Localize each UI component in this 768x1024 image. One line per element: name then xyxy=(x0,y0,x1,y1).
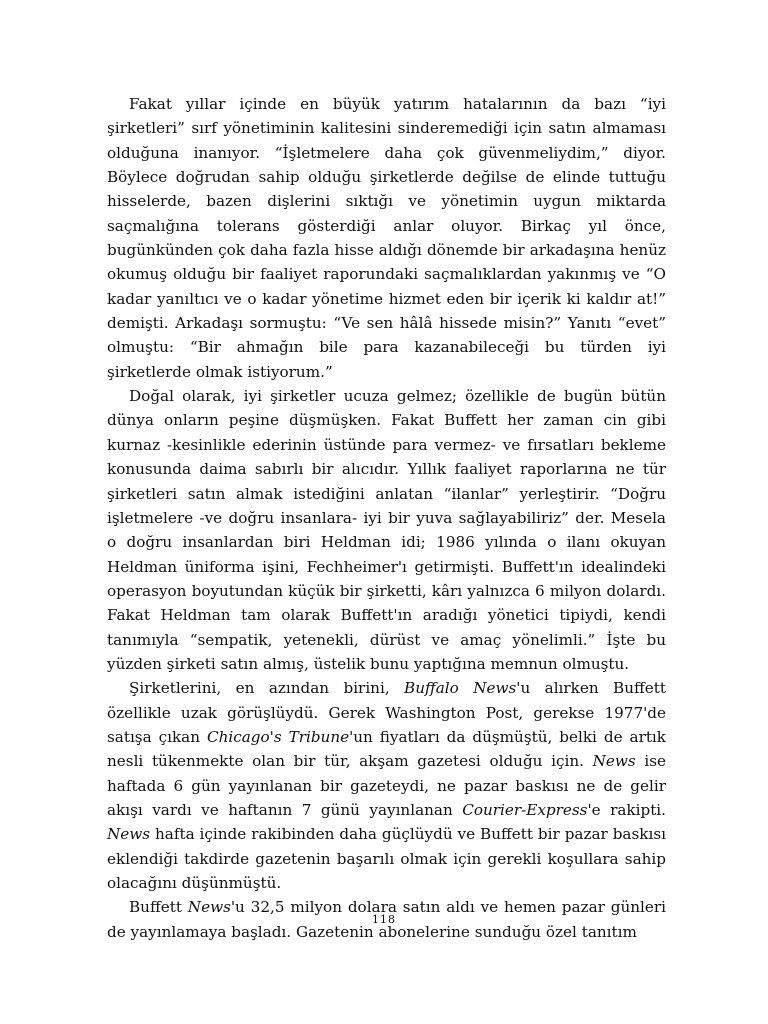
italic-title-news: News xyxy=(107,825,151,844)
italic-title-chicago-tribune: Chicago's Tribune xyxy=(206,727,350,746)
italic-title-buffalo-news: Buffalo News xyxy=(404,679,517,698)
text-segment: Şirketlerini, en azından birini, xyxy=(129,679,405,698)
text-segment: 'u alırken Buffett özellikle uzak görüşlüydü. Gerek Washington Post, gerekse 1977'de satışa çıkan xyxy=(107,679,666,746)
body-text xyxy=(107,92,666,944)
page-number: 118 xyxy=(372,913,396,926)
paragraph-3 xyxy=(107,676,666,895)
text-segment: 'un fiyatları da düşmüştü, belki de artık nesli tükenmekte olan bir tür, akşam gazetesi olduğu için. xyxy=(107,727,666,771)
text-segment: Doğal olarak, iyi şirketler ucuza gelmez; özellikle de bugün bütün dünya onların peşine düşmüşken. Fakat Buffett her zaman cin gibi kurnaz -kesinlikle ederinin üstünde para vermez- ve fırsatları bekleme konusunda daima sabırlı bir alıcıdır. Yıllık faaliyet raporlarına ne tür şirketleri satın almak istediğini anlatan “ilanlar” yerleştirir. “Doğru işletmelere -ve doğru insanlara- iyi bir yuva sağlayabiliriz” der. Mesela o doğru insanlardan biri Heldman idi; 1986 yılında o ilanı okuyan Heldman üniforma işini, Fechheimer'ı getirmişti. Buffett'ın idealindeki operasyon boyutundan küçük bir şirketti, kârı yalnızca 6 milyon dolardı. Fakat Heldman tam olarak Buffett'ın aradığı yönetici tipiydi, kendi tanımıyla “sempatik, yetenekli, dürüst ve amaç yönelimli.” İşte bu yüzden şirketi satın almış, üstelik bunu yaptığına memnun olmuştu. xyxy=(107,387,666,673)
italic-title-news: News xyxy=(187,898,231,917)
text-segment: Fakat yıllar içinde en büyük yatırım hatalarının da bazı “iyi şirketleri” sırf yönetiminin kalitesini sinderemediği için satın almaması olduğuna inanıyor. “İşletmelere daha çok güvenmeliydim,” diyor. Böylece doğrudan sahip olduğu şirketlerde değilse de elinde tuttuğu hisselerde, bazen dişlerini sıktığı ve yönetimin uygun miktarda saçmalığına tolerans gösterdiği anlar oluyor. Birkaç yıl önce, bugünkünden çok daha fazla hisse aldığı dönemde bir arkadaşına henüz okumuş olduğu bir faaliyet raporundaki saçmalıklardan yakınmış ve “O kadar yanıltıcı ve o kadar yönetime hizmet eden bir içerik ki kaldır at!” demişti. Arkadaşı sormuştu: “Ve sen hâlâ hissede misin?” Yanıtı “evet” olmuştu: “Bir ahmağın bile para kazanabileceği bu türden iyi şirketlerde olmak istiyorum.” xyxy=(107,95,666,381)
text-segment: 'e rakipti. xyxy=(587,800,666,819)
text-segment: hafta içinde rakibinden daha güçlüydü ve Buffett bir pazar baskısı eklendiği takdirde gazetenin başarılı olmak için gerekli koşullara sahip olacağını düşünmüştü. xyxy=(107,825,666,892)
paragraph-2 xyxy=(107,384,666,676)
paragraph-1 xyxy=(107,92,666,384)
italic-title-courier-express: Courier-Express xyxy=(462,800,588,819)
text-segment: Buffett xyxy=(129,898,188,917)
text-segment: 'u 32,5 milyon dolara satın aldı ve hemen pazar günleri de yayınlamaya başladı. Gazetenin abonelerine sunduğu özel tanıtım xyxy=(107,898,666,941)
italic-title-news: News xyxy=(592,752,636,771)
text-segment: ise haftada 6 gün yayınlanan bir gazeteydi, ne pazar baskısı ne de gelir akışı vardı ve haftanın 7 günü yayınlanan xyxy=(107,752,666,819)
